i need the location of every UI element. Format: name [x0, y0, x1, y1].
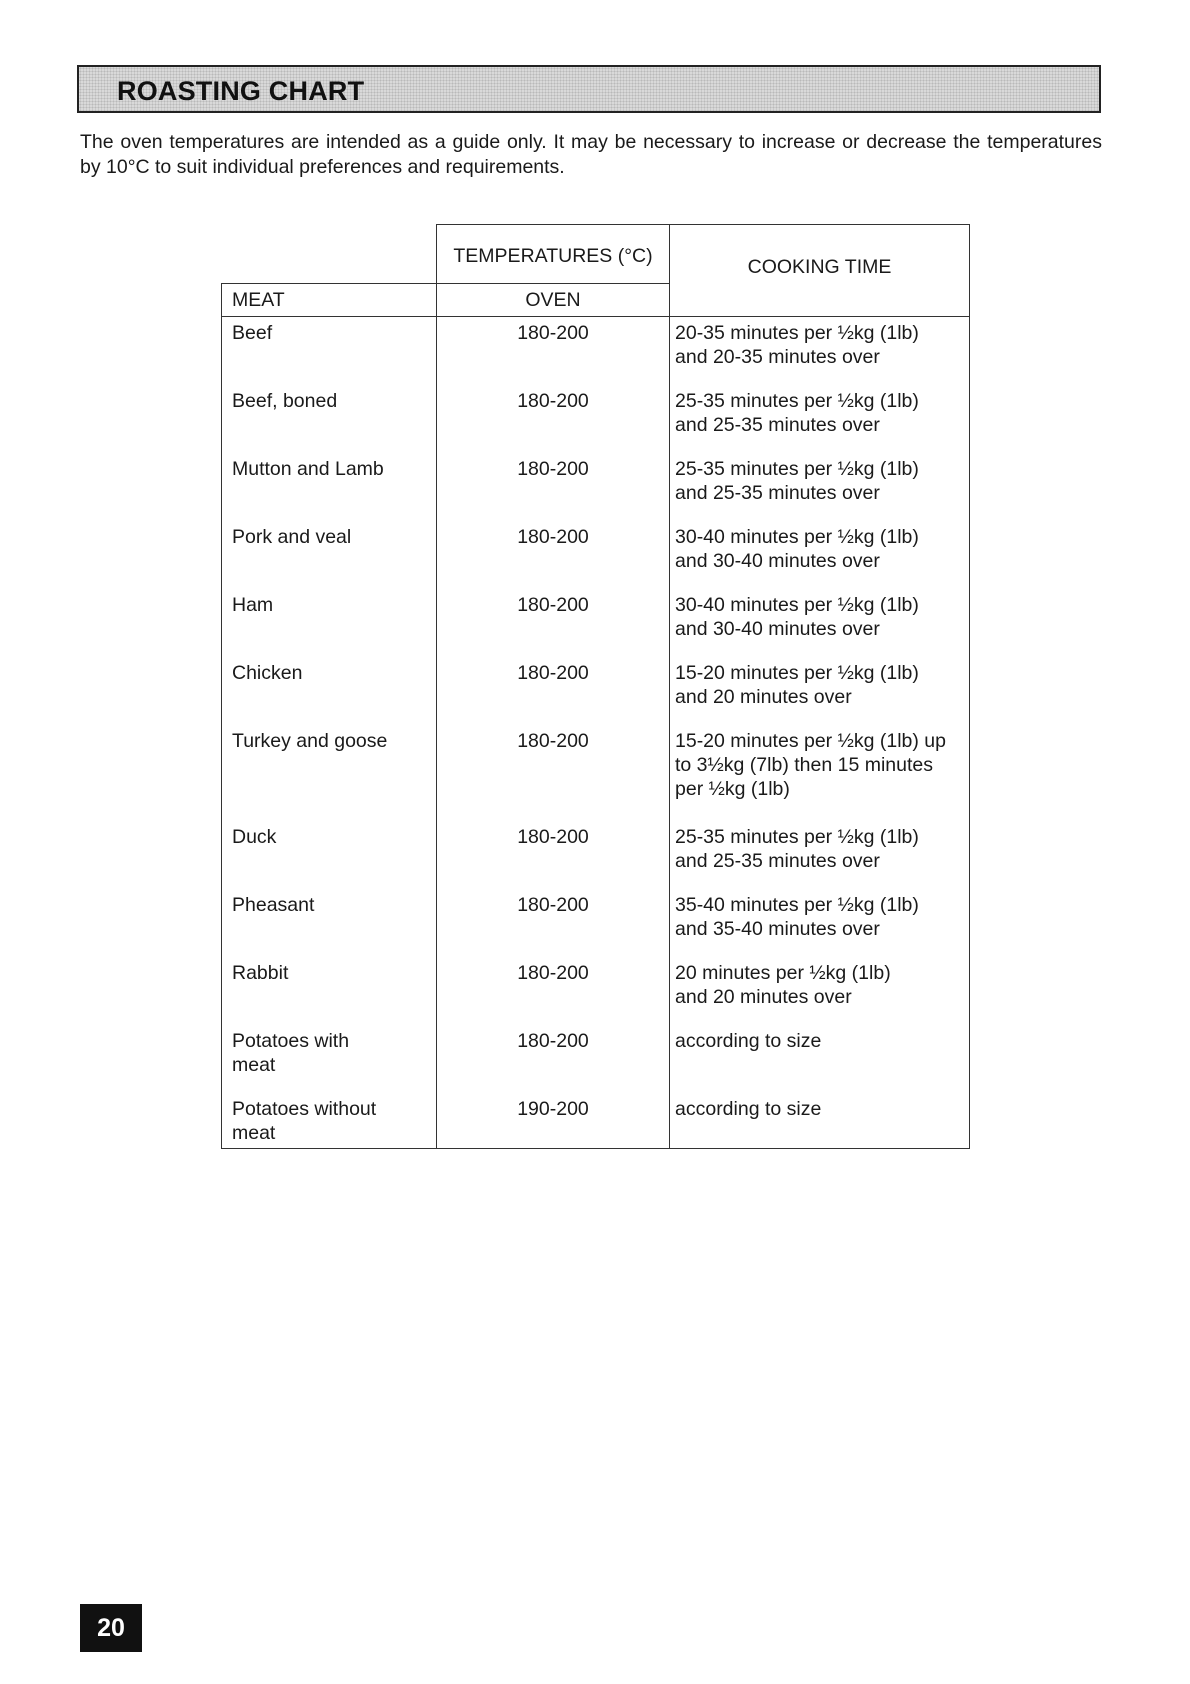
- meat-cell: Beef: [222, 317, 437, 385]
- meat-cell: Turkey and goose: [222, 725, 437, 821]
- cooking-time-cell: [670, 657, 970, 725]
- cooking-time-cell: [670, 589, 970, 657]
- meat-cell: Ham: [222, 589, 437, 657]
- cooking-time-cell-line: and 25-35 minutes over: [675, 413, 880, 436]
- meat-cell-line: Potatoes without: [232, 1097, 377, 1120]
- table-row: [222, 657, 970, 725]
- roasting-table: [221, 224, 970, 1149]
- table-row: [222, 589, 970, 657]
- temperatures-header: TEMPERATURES (°C): [437, 225, 670, 284]
- table-row: [222, 521, 970, 589]
- oven-temp-cell: 180-200: [437, 821, 670, 889]
- meat-cell: Pork and veal: [222, 521, 437, 589]
- table-row: [222, 1025, 970, 1093]
- table-body: [222, 317, 970, 1149]
- table-row: [222, 889, 970, 957]
- title-bar: [77, 65, 1101, 113]
- oven-temp-cell: 180-200: [437, 521, 670, 589]
- table-row: [222, 453, 970, 521]
- cooking-time-cell: [670, 1093, 970, 1149]
- blank-header-cell: [222, 225, 437, 284]
- cooking-time-cell-line: 15-20 minutes per ½kg (1lb): [675, 661, 919, 684]
- cooking-time-cell-line: and 35-40 minutes over: [675, 917, 880, 940]
- cooking-time-cell-line: and 25-35 minutes over: [675, 849, 880, 872]
- cooking-time-cell-line: and 20 minutes over: [675, 985, 852, 1008]
- cooking-time-cell: [670, 453, 970, 521]
- oven-temp-cell: 180-200: [437, 589, 670, 657]
- oven-temp-cell: 180-200: [437, 889, 670, 957]
- cooking-time-cell-line: 20-35 minutes per ½kg (1lb): [675, 322, 919, 344]
- cooking-time-cell-line: 30-40 minutes per ½kg (1lb): [675, 593, 919, 616]
- meat-cell-line: meat: [232, 1053, 276, 1076]
- table-row: [222, 1093, 970, 1149]
- oven-temp-cell: 180-200: [437, 453, 670, 521]
- table-row: [222, 957, 970, 1025]
- meat-cell: [222, 1093, 437, 1149]
- cooking-time-cell-line: 25-35 minutes per ½kg (1lb): [675, 457, 919, 480]
- cooking-time-cell: [670, 725, 970, 821]
- cooking-time-cell-line: to 3½kg (7lb) then 15 minutes: [675, 753, 933, 776]
- oven-temp-cell: 180-200: [437, 385, 670, 453]
- cooking-time-cell-line: and 20-35 minutes over: [675, 346, 880, 368]
- cooking-time-cell: [670, 385, 970, 453]
- cooking-time-cell: [670, 821, 970, 889]
- table-row: [222, 821, 970, 889]
- cooking-time-cell-line: 35-40 minutes per ½kg (1lb): [675, 893, 919, 916]
- oven-temp-cell: 180-200: [437, 725, 670, 821]
- oven-temp-cell: 180-200: [437, 657, 670, 725]
- table-row: [222, 725, 970, 821]
- cooking-time-cell: [670, 1025, 970, 1093]
- oven-header: OVEN: [437, 284, 670, 317]
- cooking-time-cell-line: per ½kg (1lb): [675, 777, 790, 800]
- meat-cell-line: meat: [232, 1121, 276, 1144]
- meat-cell: [222, 1025, 437, 1093]
- meat-cell: Mutton and Lamb: [222, 453, 437, 521]
- cooking-time-cell: [670, 521, 970, 589]
- cooking-time-cell: [670, 889, 970, 957]
- meat-cell: Duck: [222, 821, 437, 889]
- page-number: 20: [80, 1604, 142, 1652]
- cooking-time-cell-line: 15-20 minutes per ½kg (1lb) up: [675, 729, 946, 752]
- meat-header: MEAT: [222, 284, 437, 317]
- cooking-time-cell-line: and 30-40 minutes over: [675, 617, 880, 640]
- cooking-time-cell-line: 25-35 minutes per ½kg (1lb): [675, 825, 919, 848]
- cooking-time-cell-line: 25-35 minutes per ½kg (1lb): [675, 389, 919, 412]
- meat-cell-line: Potatoes with: [232, 1029, 350, 1052]
- cooking-time-cell-line: 20 minutes per ½kg (1lb): [675, 961, 891, 984]
- cooking-time-cell: [670, 317, 970, 385]
- oven-temp-cell: 180-200: [437, 957, 670, 1025]
- table-row: [222, 317, 970, 385]
- meat-cell: Chicken: [222, 657, 437, 725]
- cooking-time-cell-line: and 30-40 minutes over: [675, 549, 880, 572]
- cooking-time-cell-line: and 20 minutes over: [675, 685, 852, 708]
- oven-temp-cell: 180-200: [437, 1025, 670, 1093]
- table-row: [222, 385, 970, 453]
- meat-cell: Rabbit: [222, 957, 437, 1025]
- cooking-time-cell-line: and 25-35 minutes over: [675, 481, 880, 504]
- oven-temp-cell: 190-200: [437, 1093, 670, 1149]
- cooking-time-cell-line: 30-40 minutes per ½kg (1lb): [675, 525, 919, 548]
- page-title: ROASTING CHART: [117, 76, 365, 106]
- cooking-time-header: COOKING TIME: [670, 225, 970, 317]
- cooking-time-cell-line: according to size: [675, 1097, 822, 1120]
- oven-temp-cell: 180-200: [437, 317, 670, 385]
- cooking-time-cell: [670, 957, 970, 1025]
- cooking-time-cell-line: according to size: [675, 1029, 822, 1052]
- meat-cell: Beef, boned: [222, 385, 437, 453]
- meat-cell: Pheasant: [222, 889, 437, 957]
- intro-paragraph: The oven temperatures are intended as a guide only. It may be necessary to increase or decrease the temperatures by 10°C to suit individual preferences and requirements.: [80, 131, 1102, 178]
